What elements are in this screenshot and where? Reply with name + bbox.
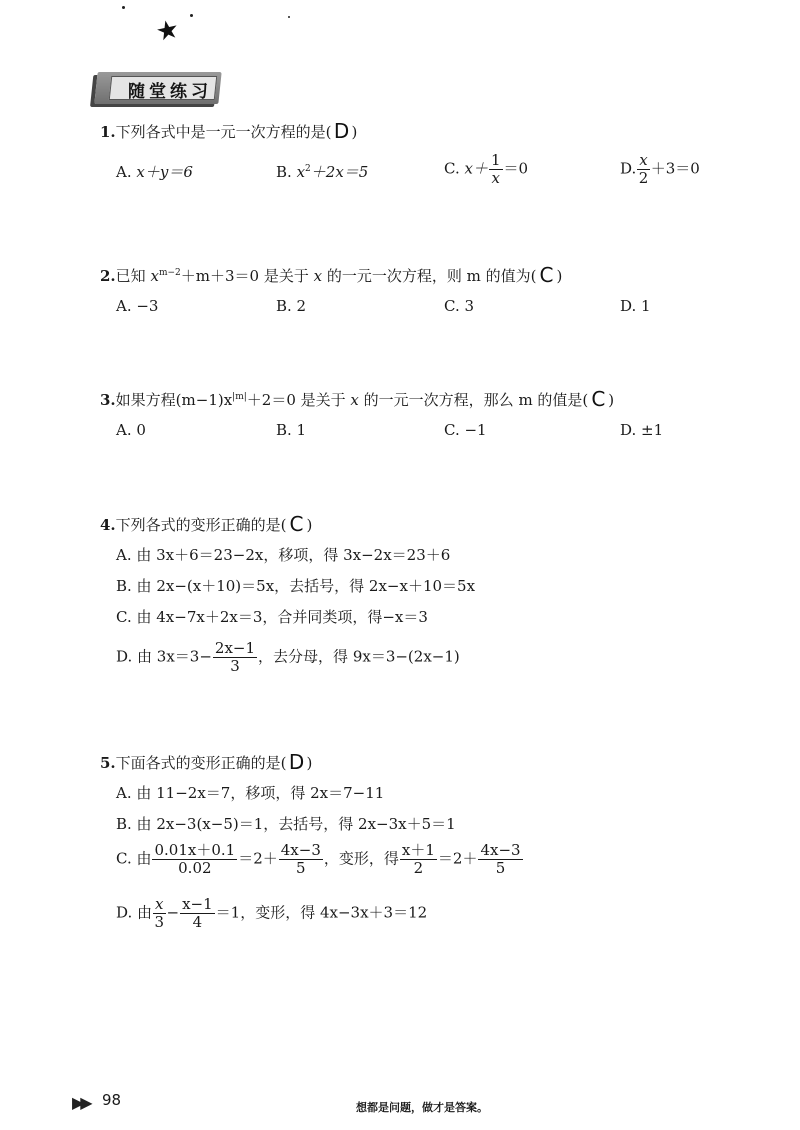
footer-motto: 想都是问题，做才是答案。 bbox=[356, 1101, 488, 1114]
q3-option-a: A. 0 bbox=[116, 421, 146, 439]
question-3: 3.如果方程$(m-1)x^{|m|}+2=0$ 是关于 x 的一元一次方程，那么 m 的值是( C ) bbox=[100, 387, 615, 411]
q1-option-b: B. $x^2+2x=5$ bbox=[276, 163, 369, 181]
q2-option-b: B. 2 bbox=[276, 297, 307, 315]
q3-option-b: B. 1 bbox=[276, 421, 307, 439]
fraction: $\frac{4x-3}{5}$ bbox=[480, 841, 521, 877]
question-number: 4. bbox=[100, 516, 116, 534]
fraction: $\frac{2x-1}{3}$ bbox=[214, 639, 256, 675]
q3-option-d: D. ±1 bbox=[620, 421, 664, 439]
fraction: $\frac{0.01x+0.1}{0.02}$ bbox=[154, 841, 236, 877]
q2-option-d: D. 1 bbox=[620, 297, 651, 315]
question-5: 5.下面各式的变形正确的是( D ) bbox=[100, 750, 313, 774]
question-4: 4.下列各式的变形正确的是( C ) bbox=[100, 512, 313, 536]
handwritten-answer: D bbox=[288, 750, 305, 774]
question-number: 1. bbox=[100, 123, 116, 141]
handwritten-answer: C bbox=[591, 387, 606, 411]
question-2: 2.已知 $x^{m-2}+m+3=0$ 是关于 x 的一元一次方程，则 m 的值为( C ) bbox=[100, 263, 563, 287]
ink-speck bbox=[288, 16, 290, 18]
question-number: 2. bbox=[100, 267, 116, 285]
fraction: $\frac{x-1}{4}$ bbox=[182, 895, 213, 931]
q4-option-c: C. 由 4x−7x＋2x＝3，合并同类项，得−x＝3 bbox=[116, 608, 428, 626]
double-arrow-icon: ▶▶ bbox=[72, 1093, 89, 1112]
fraction: $\frac{x}{3}$ bbox=[154, 895, 165, 931]
q1-option-c: C. x＋ $\frac{1}{x}$ ＝0 bbox=[444, 151, 529, 187]
fraction: $\frac{x}{2}$ bbox=[638, 151, 649, 187]
fraction: $\frac{x+1}{2}$ bbox=[401, 841, 435, 877]
ink-speck bbox=[190, 14, 193, 17]
q4-option-a: A. 由 3x＋6＝23−2x，移项，得 3x−2x＝23＋6 bbox=[116, 546, 451, 564]
page-number: 98 bbox=[102, 1091, 122, 1109]
q4-option-d: D. 由 3x＝3− $\frac{2x-1}{3}$ ，去分母，得 9x＝3−(2x−1) bbox=[116, 639, 460, 675]
q5-option-d: D. 由 $\frac{x}{3}$ − $\frac{x-1}{4}$ ＝1，变形，得 4x−3x＋3＝12 bbox=[116, 895, 428, 931]
star-doodle-icon: ★ bbox=[153, 13, 183, 49]
fraction: $\frac{4x-3}{5}$ bbox=[280, 841, 321, 877]
question-stem: 下列各式中是一元一次方程的是( bbox=[115, 123, 332, 141]
q1-option-a: A. x＋y＝6 bbox=[116, 163, 193, 181]
handwritten-answer: C bbox=[289, 512, 304, 536]
fraction: $\frac{1}{x}$ bbox=[490, 151, 501, 187]
q5-option-b: B. 由 2x−3(x−5)＝1，去括号，得 2x−3x＋5＝1 bbox=[116, 815, 456, 833]
question-number: 5. bbox=[100, 754, 116, 772]
q5-option-a: A. 由 11−2x＝7，移项，得 2x＝7−11 bbox=[116, 784, 385, 802]
q3-option-c: C. −1 bbox=[444, 421, 487, 439]
q5-option-c: C. 由 $\frac{0.01x+0.1}{0.02}$ ＝2＋ $\frac{4x-3}{5}$ ，变形，得 $\frac{x+1}{2}$ ＝2＋ $\frac{4x-3}{5}$ bbox=[116, 841, 521, 877]
handwritten-answer: D bbox=[333, 119, 350, 143]
question-number: 3. bbox=[100, 391, 116, 409]
question-1: 1.下列各式中是一元一次方程的是( D ) bbox=[100, 119, 358, 143]
ink-speck bbox=[122, 6, 125, 9]
q1-option-d: D. $\frac{x}{2}$ ＋3＝0 bbox=[620, 151, 700, 187]
handwritten-answer: C bbox=[539, 263, 554, 287]
q4-option-b: B. 由 2x−(x＋10)＝5x，去括号，得 2x−x＋10＝5x bbox=[116, 577, 476, 595]
section-title: 随堂练习 bbox=[128, 82, 212, 102]
q2-option-c: C. 3 bbox=[444, 297, 475, 315]
q2-option-a: A. −3 bbox=[116, 297, 159, 315]
